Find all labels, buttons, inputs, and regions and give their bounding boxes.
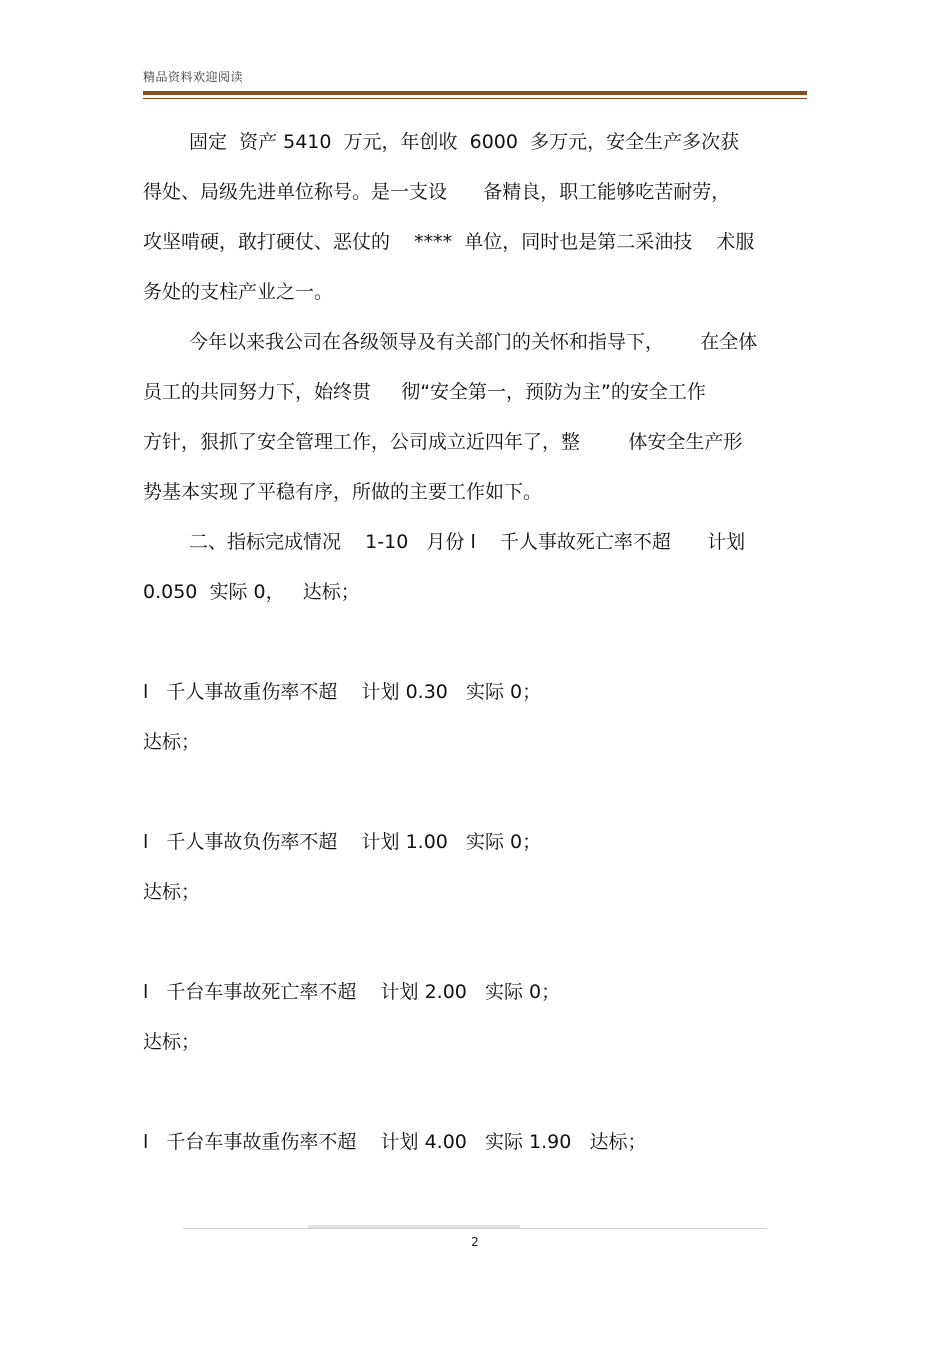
header-text: 精品资料欢迎阅读 (143, 70, 244, 84)
footer-rule (183, 1228, 767, 1229)
body-line: 攻坚啃硬，敢打硬仗、恶仗的 **** 单位，同时也是第二采油技 术服 (143, 231, 755, 253)
body-line: 方针，狠抓了安全管理工作，公司成立近四年了，整 体安全生产形 (143, 431, 743, 453)
body-line: 员工的共同努力下，始终贯 彻“安全第一，预防为主”的安全工作 (143, 381, 706, 403)
body-line: 得处、局级先进单位称号。是一支设 备精良，职工能够吃苦耐劳， (143, 181, 731, 203)
page-number: 2 (471, 1235, 479, 1249)
body-line: l 千台车事故重伤率不超 计划 4.00 实际 1.90 达标； (143, 1131, 647, 1153)
body-line: 达标； (143, 881, 201, 903)
body-line: 务处的支柱产业之一。 (143, 281, 334, 303)
body-line: l 千人事故重伤率不超 计划 0.30 实际 0； (143, 681, 542, 703)
body-line: 达标； (143, 731, 201, 753)
body-line: 势基本实现了平稳有序，所做的主要工作如下。 (143, 481, 543, 503)
body-line: l 千人事故负伤率不超 计划 1.00 实际 0； (143, 831, 542, 853)
body-line: 今年以来我公司在各级领导及有关部门的关怀和指导下， 在全体 (189, 331, 758, 353)
body-line: 达标； (143, 1031, 201, 1053)
body-line: 0.050 实际 0， 达标； (143, 581, 360, 603)
header-rule-thin (143, 98, 807, 99)
header-rule-thick (143, 91, 807, 95)
body-line: l 千台车事故死亡率不超 计划 2.00 实际 0； (143, 981, 561, 1003)
body-line: 固定 资产 5410 万元，年创收 6000 多万元，安全生产多次获 (189, 131, 740, 153)
body-line: 二、指标完成情况 1-10 月份 l 千人事故死亡率不超 计划 (189, 531, 746, 553)
